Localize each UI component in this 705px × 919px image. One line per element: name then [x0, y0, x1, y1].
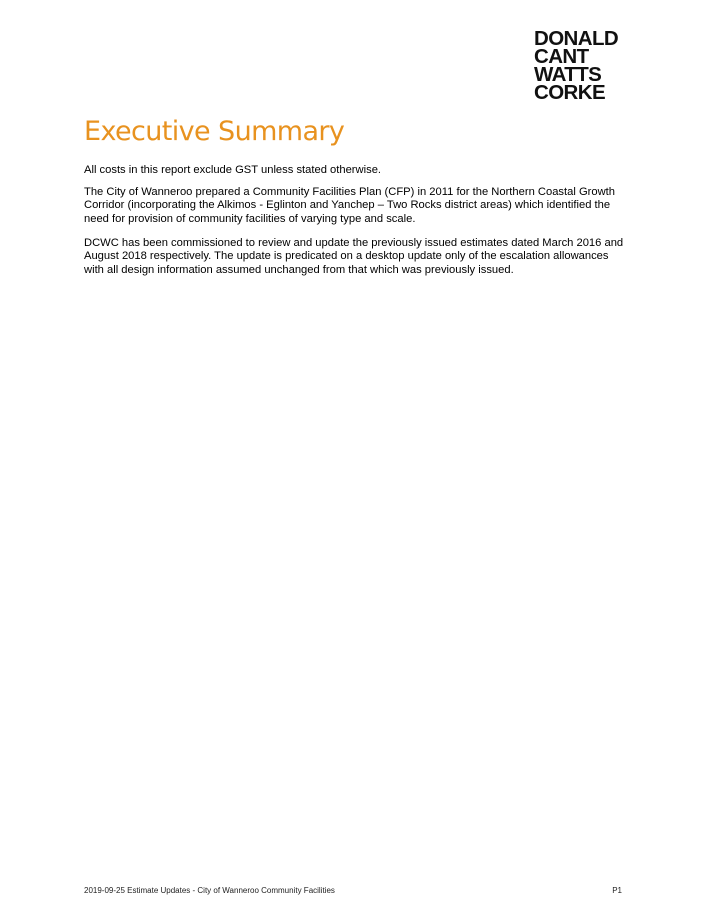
footer-page-number: P1: [612, 886, 622, 895]
paragraph-gst-note: All costs in this report exclude GST unless stated otherwise.: [84, 164, 382, 176]
logo-line-corke: CORKE: [534, 81, 606, 104]
footer-document-reference: 2019-09-25 Estimate Updates - City of Wanneroo Community Facilities: [84, 886, 335, 895]
paragraph-scope: DCWC has been commissioned to review and update the previously issued estimates dated March 2016 and August 2018 respectively. The update is predicated on a desktop update only of the escalation allowances with all design information assumed unchanged from that which was previously issued.: [84, 237, 624, 276]
paragraph-background: The City of Wanneroo prepared a Community Facilities Plan (CFP) in 2011 for the Northern Coastal Growth Corridor (incorporating the Alkimos - Eglinton and Yanchep – Two Rocks district areas) which identified the need for provision of community facilities of varying type and scale.: [84, 186, 616, 225]
logo-line-donald: DONALD: [534, 27, 619, 50]
logo-line-watts: WATTS: [534, 63, 602, 86]
company-logo: [534, 27, 644, 104]
page-title: Executive Summary: [84, 116, 345, 147]
logo-line-cant: CANT: [534, 45, 589, 68]
